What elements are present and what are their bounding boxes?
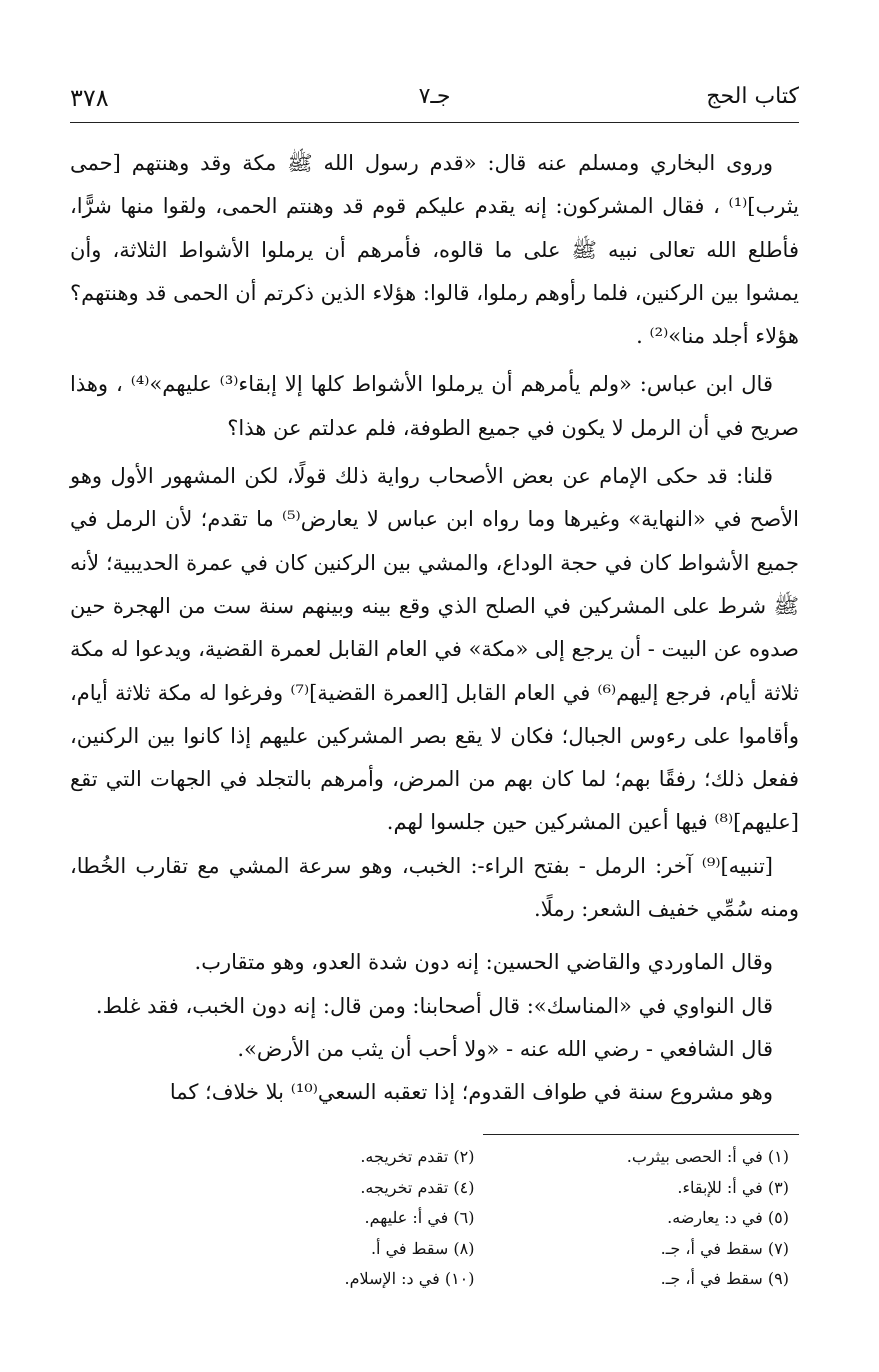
footnote-5: (٥) في د: يعارضه. [667, 1208, 789, 1227]
footnote-divider [483, 1134, 799, 1135]
paragraph-mawardi: وقال الماوردي والقاضي الحسين: إنه دون شدة العدو، وهو متقارب. [194, 950, 773, 975]
paragraph-note: [تنبيه]⁽⁹⁾ آخر: الرمل - بفتح الراء-: الخبب، وهو سرعة المشي مع تقارب الخُطا، ومنه سُمِّي خفيف الشعر: رملًا. [70, 853, 799, 922]
footnote-2: (٢) تقدم تخريجه. [360, 1147, 475, 1166]
paragraph-reply: قلنا: قد حكى الإمام عن بعض الأصحاب رواية ذلك قولًا، لكن المشهور الأول وهو الأصح في «النهاية» وغيرها وما رواه ابن عباس لا يعارض⁽⁵⁾ ما تقدم؛ لأن الرمل في جميع الأشواط كان في حجة الوداع، والمشي بين الركنين كان في عمرة الحديبية؛ لأنه ﷺ شرط على المشركين في الصلح الذي وقع بينه وبينهم سنة ست من الهجرة حين صدوه عن البيت - أن يرجع إلى «مكة» في العام القابل لعمرة القضية، ويدعوا له مكة ثلاثة أيام، فرجع إليهم⁽⁶⁾ في العام القابل [العمرة القضية]⁽⁷⁾ وفرغوا له مكة ثلاثة أيام، وأقاموا على رءوس الجبال؛ فكان لا يقع بصر المشركين عليهم إذا كانوا بين الركنين، ففعل ذلك؛ رفقًا بهم؛ لما كان بهم من المرض، وأمرهم بالتجلد في الجهات التي تقع [عليهم]⁽⁸⁾ فيها أعين المشركين حين جلسوا لهم. [70, 464, 799, 835]
book-title: كتاب الحج [706, 84, 799, 109]
footnote-1: (١) في أ: الحصى بيثرب. [626, 1147, 789, 1166]
footnote-4: (٤) تقدم تخريجه. [360, 1177, 475, 1197]
paragraph-bukhari: وروى البخاري ومسلم عنه قال: «قدم رسول الله ﷺ مكة وقد وهنتهم [حمى يثرب]⁽¹⁾ ، فقال المشركون: إنه يقدم عليكم قوم قد وهنتم الحمى، ولقوا منها شرًّا، فأطلع الله تعالى نبيه ﷺ على ما قالوه، فأمرهم أن يرملوا الأشواط الثلاثة، وأن يمشوا بين الركنين، فلما رأوهم رملوا، قالوا: هؤلاء الذين ذكرتم أن الحمى قد وهنتهم؟ هؤلاء أجلد منا»⁽²⁾ . [70, 151, 799, 349]
paragraph-ibn-abbas: قال ابن عباس: «ولم يأمرهم أن يرملوا الأشواط كلها إلا إبقاء⁽³⁾ عليهم»⁽⁴⁾ ، وهذا صريح في أن الرمل لا يكون في جميع الطوفة، فلم عدلتم عن هذا؟ [70, 372, 799, 440]
main-text [70, 142, 799, 1115]
footnote-7: (٧) سقط في أ، جـ. [660, 1238, 789, 1258]
footnote-6: (٦) في أ: عليهم. [364, 1208, 475, 1227]
page-number: ٣٧٨ [70, 84, 109, 112]
volume-label: جـ٧ [418, 84, 451, 109]
paragraph-nawawi: قال النواوي في «المناسك»: قال أصحابنا: ومن قال: إنه دون الخبب، فقد غلط. [95, 993, 773, 1018]
header-divider [70, 122, 799, 123]
footnotes [200, 1142, 789, 1295]
paragraph-shafii: قال الشافعي - رضي الله عنه - «ولا أحب أن يثب من الأرض». [237, 1036, 773, 1061]
page-header [70, 78, 799, 118]
footnote-3: (٣) في أ: للإبقاء. [677, 1177, 789, 1197]
footnote-8: (٨) سقط في أ. [370, 1238, 475, 1258]
footnote-10: (١٠) في د: الإسلام. [344, 1269, 475, 1288]
paragraph-tawaf: وهو مشروع سنة في طواف القدوم؛ إذا تعقبه السعي⁽¹⁰⁾ بلا خلاف؛ كما [169, 1080, 773, 1105]
footnote-9: (٩) سقط في أ، جـ. [660, 1269, 789, 1288]
